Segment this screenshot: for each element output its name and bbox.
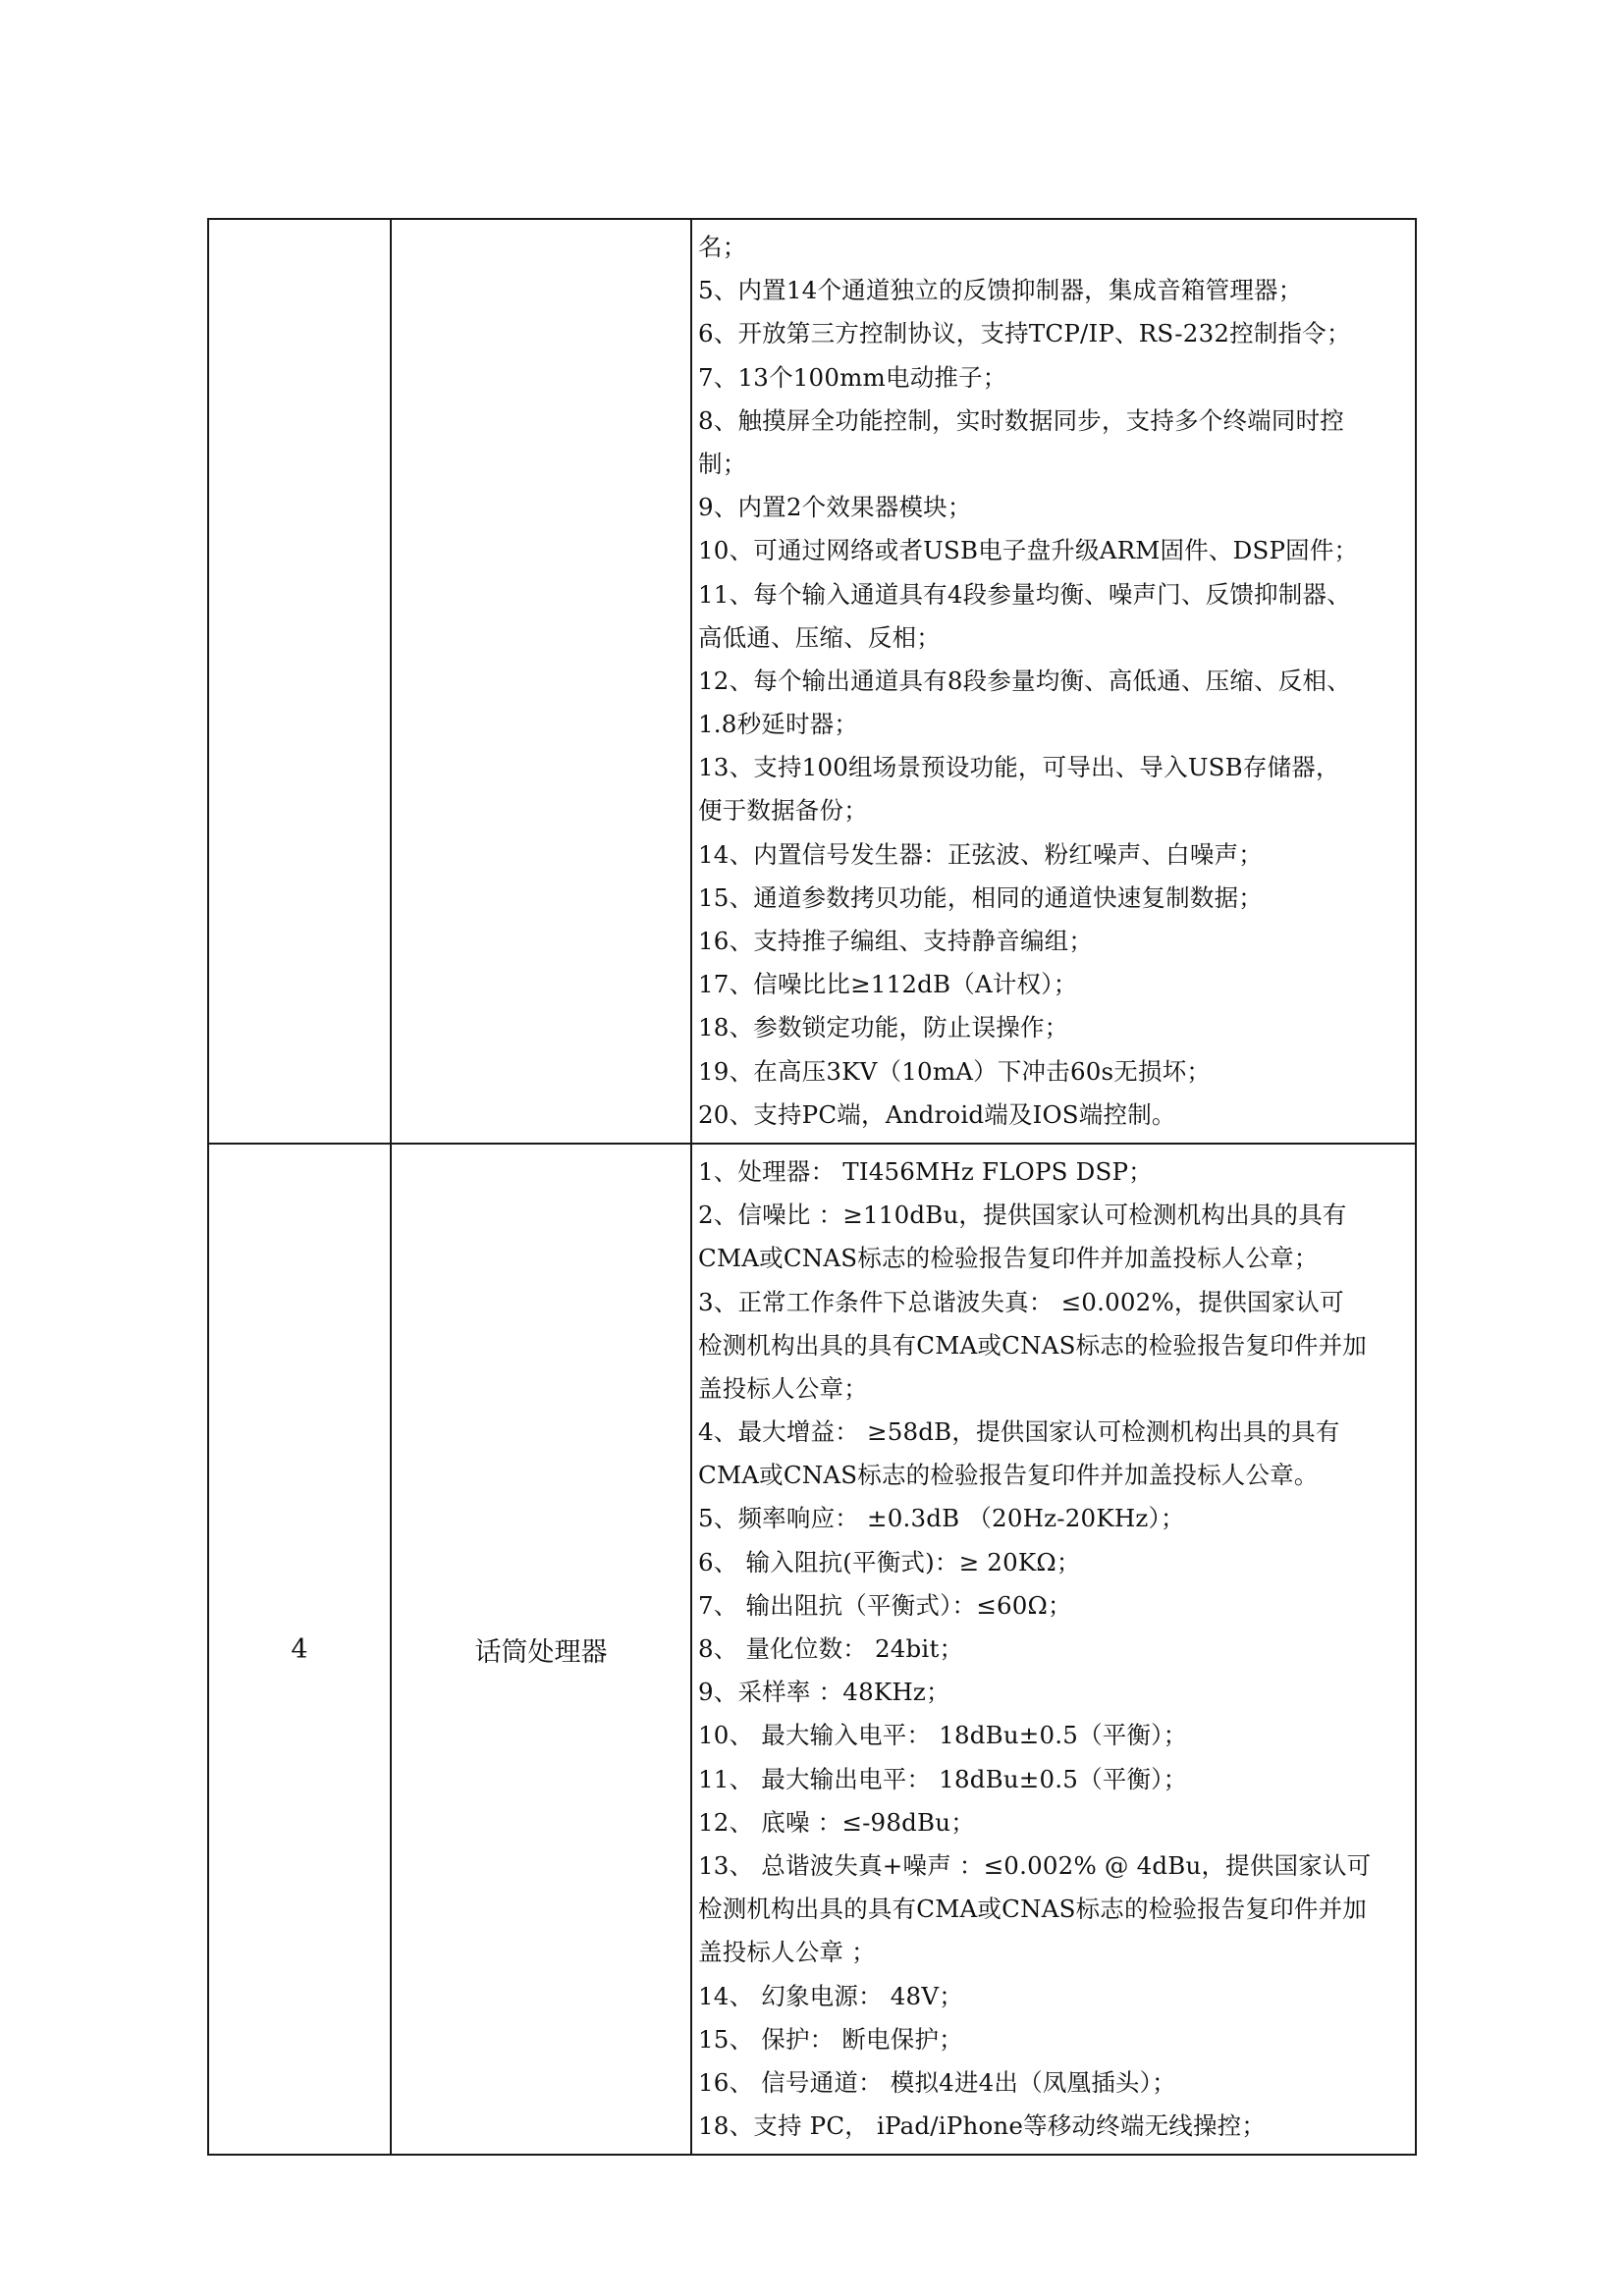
spec-line: 18、支持 PC， iPad/iPhone等移动终端无线操控； [698, 2111, 1267, 2141]
item-number-cell [208, 219, 391, 1144]
spec-line: 14、内置信号发生器：正弦波、粉红噪声、白噪声； [698, 839, 1263, 869]
spec-line: CMA或CNAS标志的检验报告复印件并加盖投标人公章； [698, 1244, 1319, 1273]
spec-line: 便于数据备份； [698, 796, 868, 826]
spec-line: 2、信噪比 ：≥110dBu，提供国家认可检测机构出具的具有 [698, 1201, 1347, 1230]
spec-line: 9、内置2个效果器模块； [698, 493, 972, 522]
table-row [208, 219, 1416, 1144]
spec-table [207, 218, 1417, 2156]
spec-line: 8、 量化位数： 24bit； [698, 1634, 964, 1663]
spec-line: 盖投标人公章 ； [698, 1938, 876, 1967]
spec-line: 5、内置14个通道独立的反馈抑制器，集成音箱管理器； [698, 276, 1303, 305]
spec-line: 12、每个输出通道具有8段参量均衡、高低通、压缩、反相、 [698, 666, 1351, 695]
spec-line: 11、 最大输出电平： 18dBu±0.5（平衡）； [698, 1764, 1188, 1793]
spec-line: 5、频率响应： ±0.3dB （20Hz-20KHz）； [698, 1504, 1185, 1533]
spec-line: 18、参数锁定功能，防止误操作； [698, 1013, 1069, 1042]
spec-line: 名； [698, 233, 747, 261]
spec-line: 9、采样率 ：48KHz； [698, 1678, 950, 1707]
spec-line: 7、 输出阻抗（平衡式）：≤60Ω； [698, 1590, 1072, 1620]
spec-line: 6、开放第三方控制协议，支持TCP/IP、RS-232控制指令； [698, 319, 1351, 348]
spec-line: 3、正常工作条件下总谐波失真： ≤0.002%，提供国家认可 [698, 1287, 1344, 1316]
spec-line: 制； [698, 449, 747, 478]
table-row [208, 1144, 1416, 2155]
spec-line: 8、触摸屏全功能控制，实时数据同步，支持多个终端同时控 [698, 405, 1344, 435]
spec-line: 16、 信号通道： 模拟4进4出（凤凰插头）； [698, 2067, 1176, 2097]
item-number-cell: 4 [208, 1144, 391, 2155]
spec-line: 12、 底噪 ：≤-98dBu； [698, 1807, 975, 1837]
spec-cell [691, 219, 1416, 1144]
spec-line: 检测机构出具的具有CMA或CNAS标志的检验报告复印件并加 [698, 1895, 1367, 1924]
spec-line: 15、通道参数拷贝功能，相同的通道快速复制数据； [698, 882, 1263, 912]
spec-line: 10、可通过网络或者USB电子盘升级ARM固件、DSP固件； [698, 536, 1359, 565]
spec-line: 20、支持PC端，Android端及IOS端控制。 [698, 1099, 1176, 1129]
spec-line: 6、 输入阻抗(平衡式)：≥ 20KΩ； [698, 1547, 1081, 1576]
spec-line: 17、信噪比比≥112dB（A计权）； [698, 970, 1078, 999]
spec-line: 1.8秒延时器； [698, 710, 859, 739]
spec-line: 7、13个100mm电动推子； [698, 362, 1007, 392]
spec-line: 11、每个输入通道具有4段参量均衡、噪声门、反馈抑制器、 [698, 579, 1351, 609]
spec-line: 高低通、压缩、反相； [698, 622, 941, 652]
spec-line: 10、 最大输入电平： 18dBu±0.5（平衡）； [698, 1721, 1188, 1750]
spec-line: 13、 总谐波失真+噪声 ：≤0.002% @ 4dBu，提供国家认可 [698, 1850, 1372, 1880]
spec-line: 14、 幻象电源： 48V； [698, 1981, 963, 2010]
item-name-cell: 话筒处理器 [391, 1144, 691, 2155]
spec-cell [691, 1144, 1416, 2155]
spec-line: 4、最大增益： ≥58dB，提供国家认可检测机构出具的具有 [698, 1417, 1340, 1447]
spec-line: 16、支持推子编组、支持静音编组； [698, 927, 1094, 955]
spec-line: 15、 保护： 断电保护； [698, 2024, 963, 2054]
spec-line: 19、在高压3KV（10mA）下冲击60s无损坏； [698, 1056, 1212, 1086]
item-name-cell [391, 219, 691, 1144]
spec-line: CMA或CNAS标志的检验报告复印件并加盖投标人公章。 [698, 1461, 1319, 1490]
spec-line: 1、处理器： TI456MHz FLOPS DSP； [698, 1156, 1153, 1186]
spec-line: 盖投标人公章； [698, 1373, 868, 1403]
spec-line: 13、支持100组场景预设功能，可导出、导入USB存储器， [698, 753, 1340, 782]
spec-line: 检测机构出具的具有CMA或CNAS标志的检验报告复印件并加 [698, 1330, 1367, 1360]
